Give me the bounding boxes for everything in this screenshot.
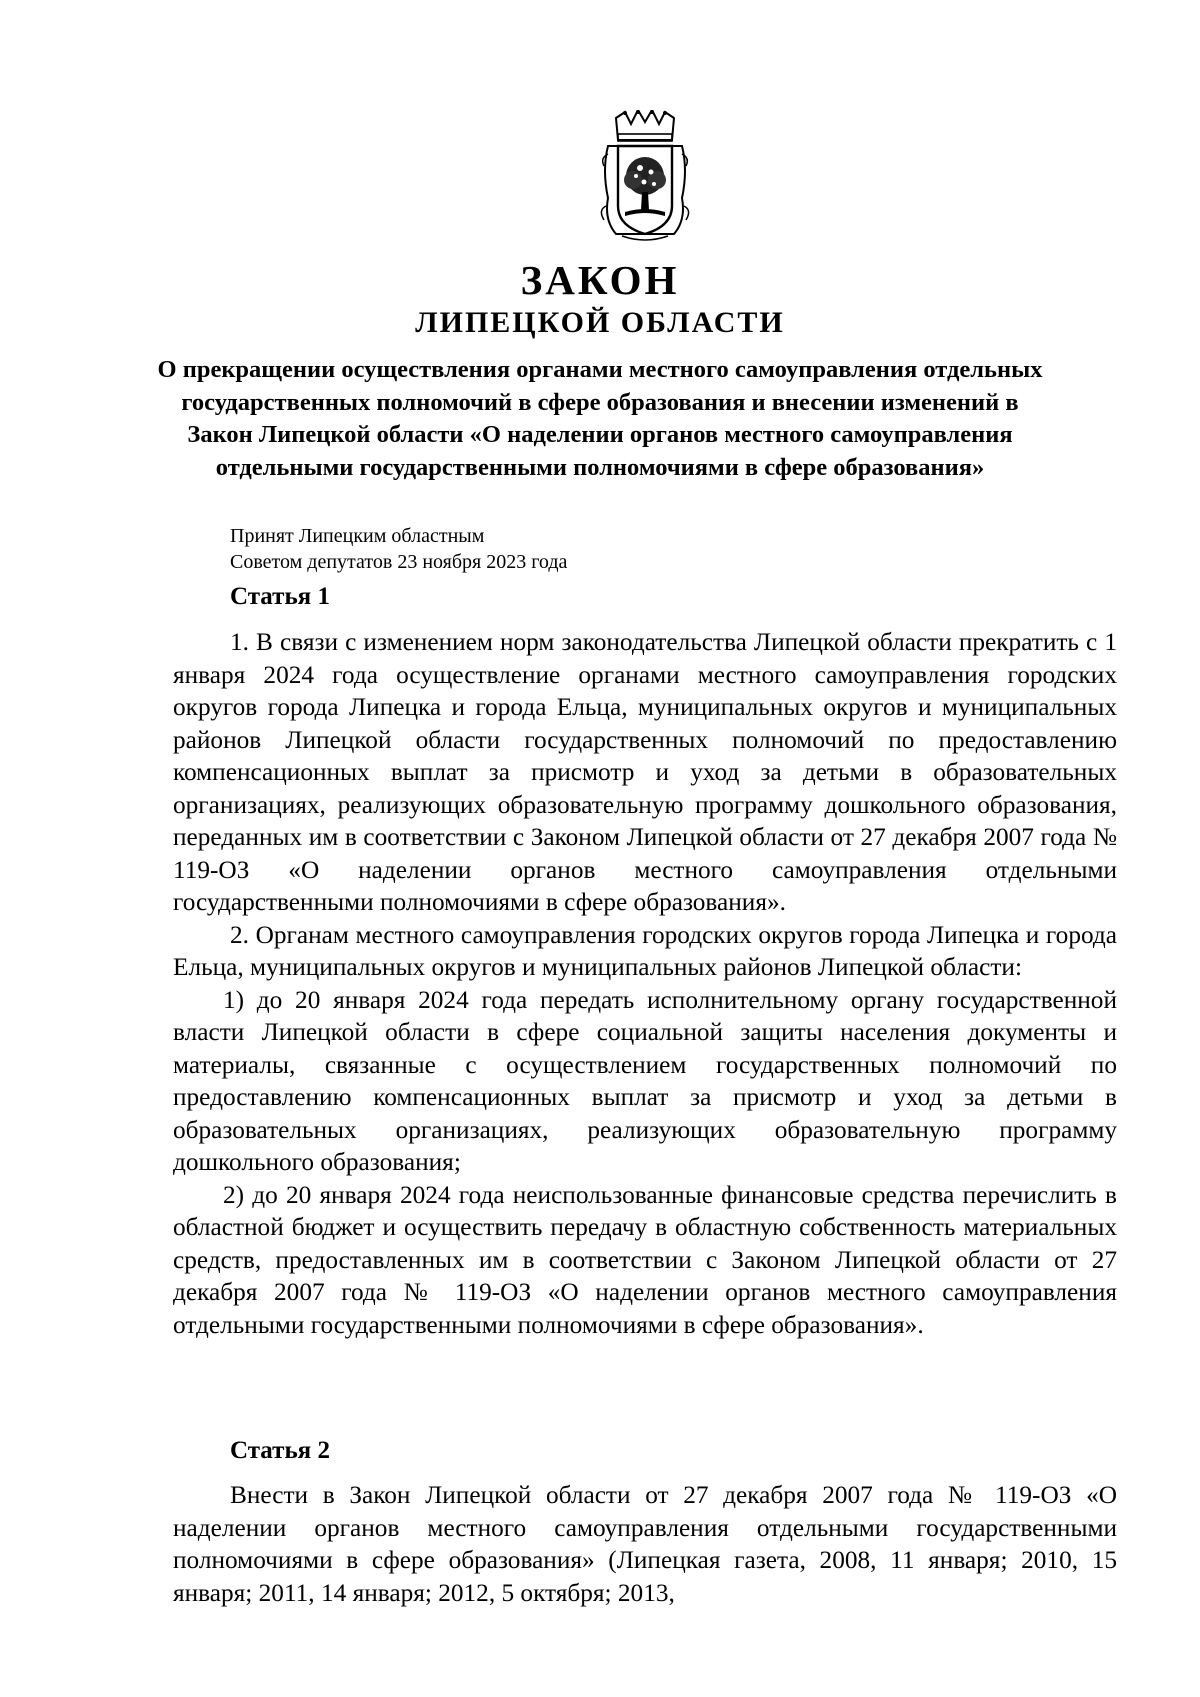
article-1-item-2: 2) до 20 января 2024 года неиспользованные финансовые средства перечислить в областной бюджет и осуществить передачу в областную собственность материальных средств, предоставленных им в соответствии с Законом Липецкой области от 27 декабря 2007 года № 119-ОЗ «О наделении органов местного самоуправления отдельными государственными полномочиями в сфере образования». xyxy=(173,1180,1117,1339)
adoption-line-1: Принят Липецким областным xyxy=(230,525,485,547)
law-name: О прекращении осуществления органами местного самоуправления отдельных государственных полномочий в сфере образования и внесении изменений в Закон Липецкой области «О наделении органов местного самоуправления отдельными государственными полномочиями в сфере образования» xyxy=(157,356,1043,481)
adoption-line-2: Советом депутатов 23 ноября 2023 года xyxy=(230,551,568,573)
coat-of-arms-icon xyxy=(598,110,692,248)
document-subtitle: ЛИПЕЦКОЙ ОБЛАСТИ xyxy=(415,306,785,339)
article-1-paragraph-1: 1. В связи с изменением норм законодательства Липецкой области прекратить с 1 января 2024 года осуществление органами местного самоуправления городских округов города Липецка и города Ельца, муниципальных округов и муниципальных районов Липецкой области государственных полномочий по предоставлению компенсационных выплат за присмотр и уход за детьми в образовательных организациях, реализующих образовательную программу дошкольного образования, переданных им в соответствии с Законом Липецкой области от 27 декабря 2007 года № 119-ОЗ «О наделении органов местного самоуправления отдельными государственными полномочиями в сфере образования». xyxy=(173,628,1117,916)
article-1-body xyxy=(173,626,1117,1341)
article-2-paragraph-1: Внести в Закон Липецкой области от 27 декабря 2007 года № 119-ОЗ «О наделении органов местного самоуправления отдельными государственными полномочиями в сфере образования» (Липецкая газета, 2008, 11 января; 2010, 15 января; 2011, 14 января; 2012, 5 октября; 2013, xyxy=(173,1481,1117,1607)
article-1-paragraph-2: 2. Органам местного самоуправления городских округов города Липецка и города Ельца, муниципальных округов и муниципальных районов Липецкой области: xyxy=(173,920,1117,981)
document-title: ЗАКОН xyxy=(520,257,680,303)
article-2-heading: Статья 2 xyxy=(230,1437,330,1464)
adoption-note xyxy=(230,523,567,575)
article-1-heading: Статья 1 xyxy=(230,583,330,610)
article-2-body xyxy=(173,1479,1117,1609)
article-1-item-1: 1) до 20 января 2024 года передать исполнительному органу государственной власти Липецкой области в сфере социальной защиты населения документы и материалы, связанные с осуществлением государственных полномочий по предоставлению компенсационных выплат за присмотр и уход за детьми в образовательных организациях, реализующих образовательную программу дошкольного образования; xyxy=(173,985,1117,1176)
